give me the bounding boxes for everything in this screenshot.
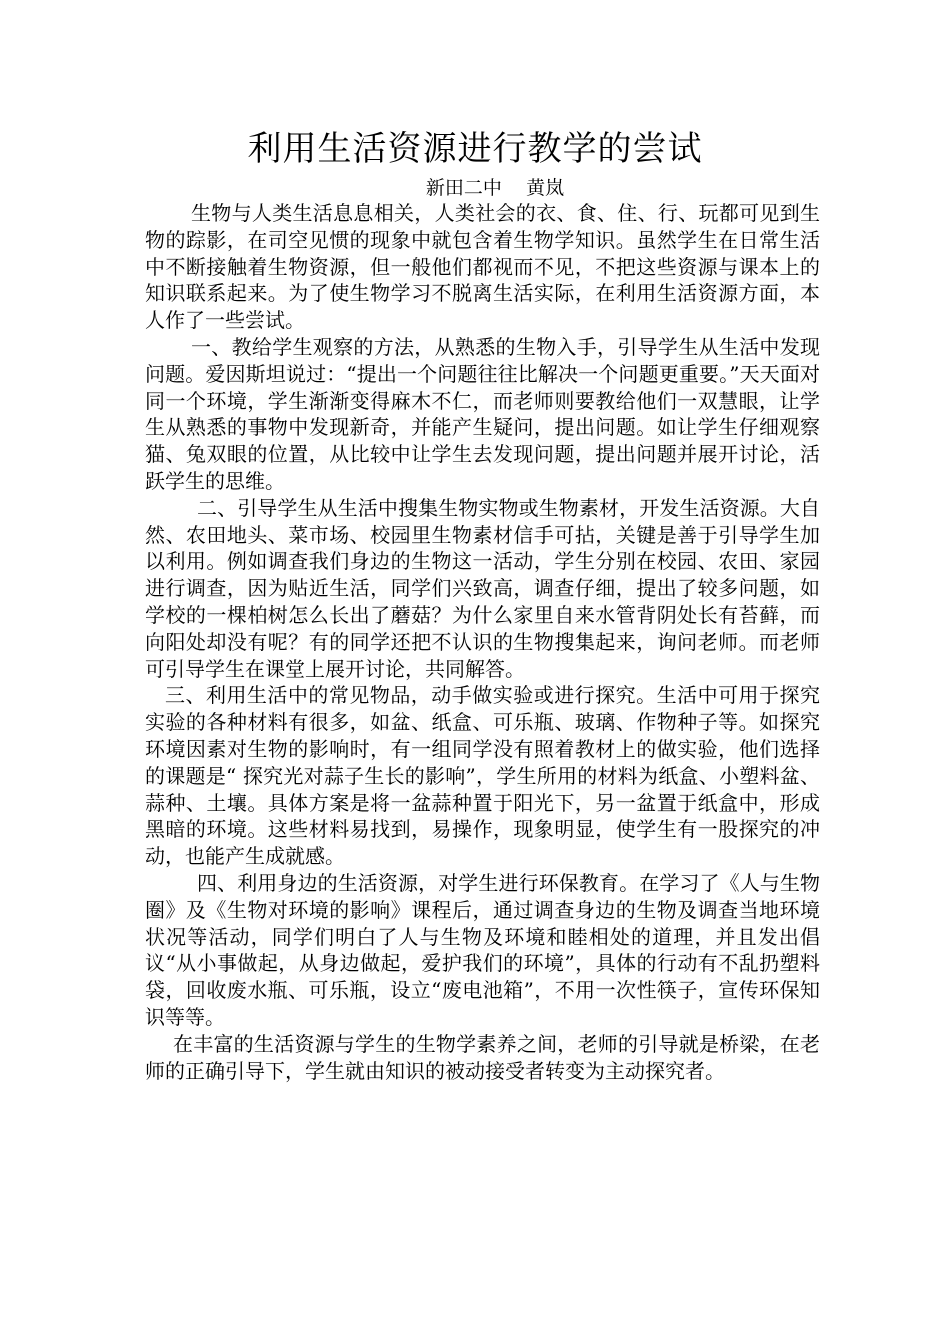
section-four-paragraph: 四、利用身边的生活资源，对学生进行环保教育。在学习了《人与生物圈》及《生物对环境的影响》课程后，通过调查身边的生物及调查当地环境状况等活动，同学们明白了人与生物及环境和睦相处的道理，并且发出倡议“从小事做起，从身边做起，爱护我们的环境”，具体的行动有不乱扔塑料袋，回收废水瓶、可乐瓶，设立“废电池箱”，不用一次性筷子，宣传环保知识等等。 <box>145 870 820 1029</box>
section-one-paragraph: 一、教给学生观察的方法，从熟悉的生物入手，引导学生从生活中发现问题。爱因斯坦说过：“提出一个问题往往比解决一个问题更重要。”天天面对同一个环境，学生渐渐变得麻木不仁，而老师则要教给他们一双慧眼，让学生从熟悉的事物中发现新奇，并能产生疑问，提出问题。如让学生仔细观察猫、兔双眼的位置，从比较中让学生去发现问题，提出问题并展开讨论，活跃学生的思维。 <box>145 334 820 493</box>
intro-paragraph: 生物与人类生活息息相关，人类社会的衣、食、住、行、玩都可见到生物的踪影，在司空见惯的现象中就包含着生物学知识。虽然学生在日常生活中不断接触着生物资源，但一般他们都视而不见，不把这些资源与课本上的知识联系起来。为了使生物学习不脱离生活实际，在利用生活资源方面，本人作了一些尝试。 <box>145 201 820 333</box>
conclusion-paragraph: 在丰富的生活资源与学生的生物学素养之间，老师的引导就是桥梁，在老师的正确引导下，学生就由知识的被动接受者转变为主动探究者。 <box>145 1031 820 1083</box>
author-line: 新田二中 黄岚 <box>425 177 565 199</box>
section-two-paragraph: 二、引导学生从生活中搜集生物实物或生物素材，开发生活资源。大自然、农田地头、菜市场、校园里生物素材信手可拈，关键是善于引导学生加以利用。例如调查我们身边的生物这一活动，学生分别在校园、农田、家园进行调查，因为贴近生活，同学们兴致高，调查仔细，提出了较多问题，如学校的一棵柏树怎么长出了蘑菇？为什么家里自来水管背阴处长有苔藓，而向阳处却没有呢？有的同学还把不认识的生物搜集起来，询问老师。而老师可引导学生在课堂上展开讨论，共同解答。 <box>145 495 820 681</box>
document-body <box>145 200 820 1084</box>
section-three-paragraph: 三、利用生活中的常见物品，动手做实验或进行探究。生活中可用于探究实验的各种材料有很多，如盆、纸盒、可乐瓶、玻璃、作物种子等。如探究环境因素对生物的影响时，有一组同学没有照着教材上的做实验，他们选择的课题是“ 探究光对蒜子生长的影响”，学生所用的材料为纸盒、小塑料盆、蒜种、土壤。具体方案是将一盆蒜种置于阳光下，另一盆置于纸盒中，形成黑暗的环境。这些材料易找到，易操作，现象明显，使学生有一股探究的冲动，也能产生成就感。 <box>145 683 820 869</box>
document-title: 利用生活资源进行教学的尝试 <box>247 129 703 169</box>
